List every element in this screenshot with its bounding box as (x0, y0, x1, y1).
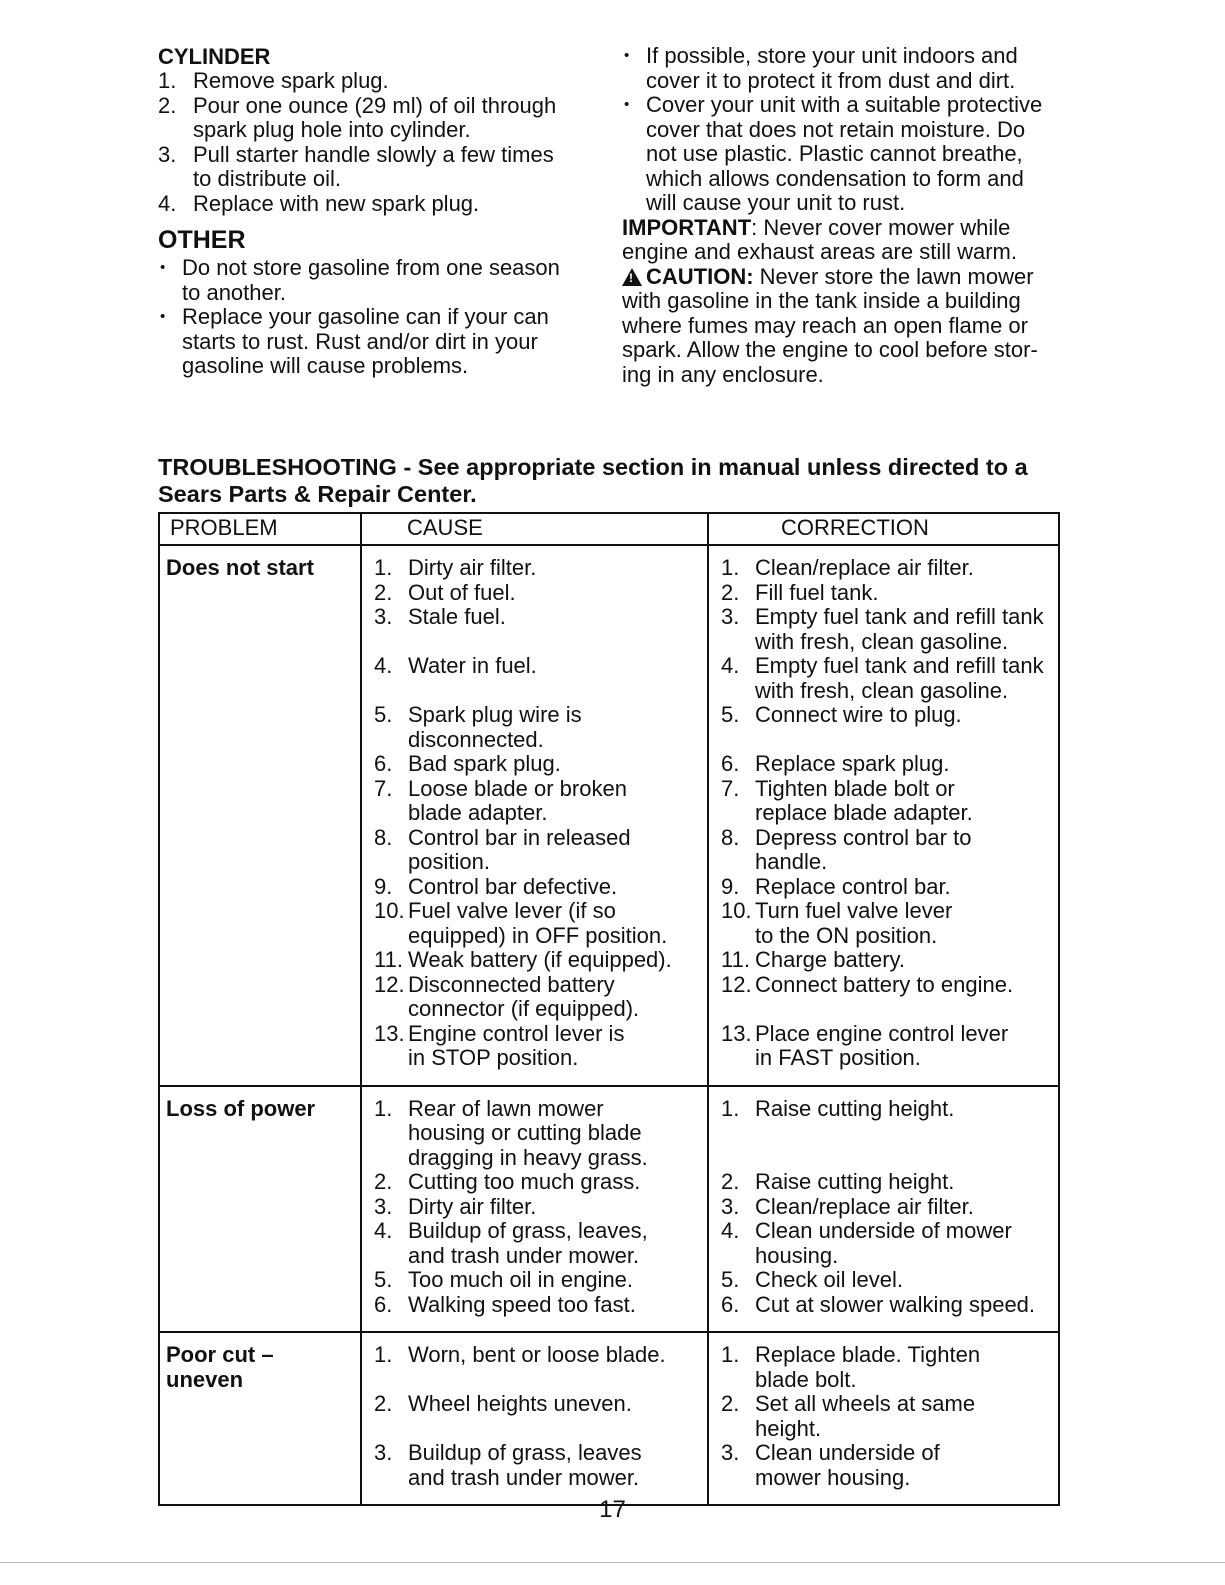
bullet-dot-icon (622, 191, 646, 216)
cause-text: Too much oil in engine. (408, 1267, 634, 1292)
cause-number: 4. (374, 653, 393, 678)
correction-text: Connect wire to plug. (755, 702, 962, 727)
cause-text: Loose blade or broken blade adapter. (408, 775, 627, 825)
step-text: spark plug hole into cylinder. (193, 117, 471, 142)
correction-text: Place engine control lever in FAST position. (755, 1020, 1009, 1070)
correction-number: 12. (721, 971, 752, 997)
bullet-dot-icon (622, 69, 646, 94)
correction-number: 2. (721, 579, 740, 605)
caution-text (622, 289, 1072, 387)
correction-item (721, 948, 1054, 973)
cause-text: Engine control lever is in STOP position. (408, 1020, 625, 1070)
cause-item (374, 1022, 703, 1071)
cause-text: Dirty air filter. (408, 1193, 537, 1219)
correction-item (721, 556, 1054, 581)
correction-item (721, 1441, 1054, 1490)
page-number: 17 (599, 1496, 626, 1523)
bullet-dot-icon (158, 354, 182, 379)
bullet-dot-icon (622, 118, 646, 143)
other-bullet (158, 330, 598, 355)
correction-item (721, 826, 1054, 875)
correction-number: 10. (721, 898, 752, 923)
bullet-dot-icon (622, 142, 646, 167)
storage-bullet (622, 167, 1072, 192)
cause-text: Out of fuel. (408, 579, 516, 605)
correction-text: Charge battery. (755, 947, 906, 972)
bullet-dot-icon (622, 167, 646, 192)
correction-text: Depress control bar to handle. (755, 824, 972, 874)
storage-bullet (622, 69, 1072, 94)
correction-number: 4. (721, 1218, 740, 1243)
troubleshooting-table (158, 512, 1060, 1506)
step-number: 1. (158, 68, 177, 93)
correction-item (721, 1097, 1054, 1171)
cylinder-step (158, 94, 598, 119)
caution-label: CAUTION: (646, 263, 754, 289)
cause-item (374, 1441, 703, 1490)
bullet-text: Do not store gasoline from one season (182, 255, 560, 280)
cause-item (374, 826, 703, 875)
troubleshooting-rows (159, 545, 1059, 1505)
correction-cell (708, 545, 1059, 1086)
table-row (159, 545, 1059, 1086)
cylinder-step (158, 143, 598, 168)
cylinder-step (158, 69, 598, 94)
cause-number: 6. (374, 1291, 393, 1317)
header-cause: CAUSE (361, 513, 708, 545)
cause-cell (361, 545, 708, 1086)
step-number (158, 167, 193, 192)
correction-number: 13. (721, 1020, 752, 1046)
problem-cell: Loss of power (159, 1086, 361, 1333)
cause-item (374, 948, 703, 973)
correction-text: Clean/replace air filter. (755, 555, 974, 580)
step-number: 3. (158, 141, 177, 167)
cause-text: Rear of lawn mower housing or cutting blade dragging in heavy grass. (408, 1095, 648, 1170)
bullet-text: cover it to protect it from dust and dirt. (646, 67, 1016, 93)
correction-number: 2. (721, 1391, 740, 1416)
cause-item (374, 654, 703, 703)
cause-text: Buildup of grass, leaves and trash under mower. (408, 1440, 642, 1490)
page-edge-divider (0, 1562, 1225, 1563)
correction-text: Tighten blade bolt or replace blade adapter. (755, 775, 973, 825)
correction-item (721, 875, 1054, 900)
storage-bullet (622, 191, 1072, 216)
correction-text: Clean/replace air filter. (755, 1193, 974, 1219)
correction-number: 6. (721, 1291, 740, 1317)
correction-number: 5. (721, 1267, 740, 1292)
cause-number: 2. (374, 579, 393, 605)
correction-text: Replace spark plug. (755, 751, 950, 776)
cause-item (374, 973, 703, 1022)
storage-bullet (622, 118, 1072, 143)
correction-number: 7. (721, 775, 740, 801)
correction-text: Replace control bar. (755, 873, 951, 899)
other-bullets (158, 256, 598, 379)
cylinder-heading: CYLINDER (158, 44, 271, 69)
cause-item (374, 1268, 703, 1293)
cause-number: 7. (374, 775, 393, 801)
cause-text: Wheel heights uneven. (408, 1391, 632, 1416)
caution-note (622, 265, 1072, 290)
cause-number: 2. (374, 1169, 393, 1194)
cause-item (374, 1170, 703, 1195)
storage-right-column (622, 44, 1072, 387)
cause-item (374, 1219, 703, 1268)
bullet-dot-icon: • (160, 308, 166, 325)
cause-text: Buildup of grass, leaves, and trash under mower. (408, 1218, 648, 1268)
other-bullet (158, 256, 598, 281)
cause-number: 1. (374, 1342, 393, 1367)
step-text: to distribute oil. (193, 166, 341, 191)
cause-item (374, 899, 703, 948)
cause-item (374, 1293, 703, 1318)
cause-text: Worn, bent or loose blade. (408, 1342, 666, 1367)
cylinder-step (158, 167, 598, 192)
cause-text: Control bar in released position. (408, 824, 631, 874)
storage-bullet (622, 142, 1072, 167)
bullet-text: to another. (182, 279, 286, 305)
caution-line: with gasoline in the tank inside a building (622, 288, 1021, 313)
important-note (622, 216, 1072, 241)
cause-item (374, 605, 703, 654)
cause-number: 1. (374, 1095, 393, 1121)
correction-item (721, 1195, 1054, 1220)
cause-number: 3. (374, 1440, 393, 1465)
bullet-text: Cover your unit with a suitable protective (646, 92, 1043, 117)
problem-cell: Does not start (159, 545, 361, 1086)
table-row (159, 1332, 1059, 1505)
correction-text: Empty fuel tank and refill tank with fresh, clean gasoline. (755, 604, 1044, 654)
correction-item (721, 581, 1054, 606)
cause-number: 8. (374, 824, 393, 850)
cause-text: Bad spark plug. (408, 751, 561, 776)
bullet-dot-icon (158, 281, 182, 306)
correction-item (721, 777, 1054, 826)
troubleshooting-title: TROUBLESHOOTING - See appropriate section in manual unless directed to a Sears Parts & Repair Center. (158, 454, 1028, 507)
cause-number: 11. (374, 947, 403, 972)
cause-text: Spark plug wire is disconnected. (408, 702, 582, 752)
storage-bullets (622, 44, 1072, 216)
bullet-text: not use plastic. Plastic cannot breathe, (646, 141, 1023, 166)
step-number: 2. (158, 92, 177, 118)
cylinder-step (158, 192, 598, 217)
correction-number: 3. (721, 1193, 740, 1219)
correction-item (721, 703, 1054, 752)
correction-number: 3. (721, 604, 740, 629)
correction-item (721, 1170, 1054, 1195)
cause-text: Dirty air filter. (408, 555, 537, 580)
cylinder-step (158, 118, 598, 143)
step-text: Remove spark plug. (193, 68, 389, 93)
other-bullet (158, 305, 598, 330)
cause-item (374, 1392, 703, 1441)
cause-number: 2. (374, 1391, 393, 1416)
bullet-text: gasoline will cause problems. (182, 353, 469, 378)
correction-text: Raise cutting height. (755, 1169, 955, 1194)
correction-number: 1. (721, 555, 740, 580)
header-problem: PROBLEM (159, 513, 361, 545)
storage-bullet (622, 93, 1072, 118)
correction-number: 6. (721, 751, 740, 776)
bullet-text: will cause your unit to rust. (646, 190, 906, 215)
storage-bullet (622, 44, 1072, 69)
cause-number: 4. (374, 1218, 393, 1243)
cause-cell (361, 1086, 708, 1333)
cause-item (374, 1343, 703, 1392)
bullet-text: starts to rust. Rust and/or dirt in your (182, 328, 538, 354)
header-correction: CORRECTION (708, 513, 1059, 545)
table-row (159, 1086, 1059, 1333)
bullet-dot-icon: • (624, 47, 630, 64)
caution-line: where fumes may reach an open flame or (622, 312, 1028, 338)
correction-text: Clean underside of mower housing. (755, 1440, 940, 1490)
cause-text: Weak battery (if equipped). (408, 947, 672, 972)
cause-item (374, 703, 703, 752)
correction-number: 5. (721, 702, 740, 727)
other-heading: OTHER (158, 226, 246, 254)
bullet-dot-icon: • (160, 259, 166, 276)
cause-cell (361, 1332, 708, 1505)
step-text: Replace with new spark plug. (193, 190, 480, 216)
correction-cell (708, 1086, 1059, 1333)
cause-text: Walking speed too fast. (408, 1291, 636, 1317)
cause-number: 6. (374, 751, 393, 776)
cylinder-steps (158, 69, 598, 216)
bullet-text: If possible, store your unit indoors and (646, 43, 1018, 68)
correction-item (721, 605, 1054, 654)
caution-text-1: Never store the lawn mower (753, 263, 1034, 289)
correction-item (721, 1219, 1054, 1268)
bullet-dot-icon: • (624, 96, 630, 113)
cause-item (374, 752, 703, 777)
bullet-dot-icon (158, 330, 182, 355)
step-text: Pour one ounce (29 ml) of oil through (193, 92, 557, 118)
correction-item (721, 752, 1054, 777)
correction-text: Set all wheels at same height. (755, 1391, 976, 1441)
cause-text: Cutting too much grass. (408, 1169, 641, 1194)
correction-number: 1. (721, 1342, 740, 1367)
problem-cell: Poor cut – uneven (159, 1332, 361, 1505)
other-bullet (158, 354, 598, 379)
correction-item (721, 973, 1054, 1022)
correction-item (721, 1392, 1054, 1441)
correction-number: 1. (721, 1095, 740, 1121)
correction-number: 9. (721, 873, 740, 899)
correction-text: Check oil level. (755, 1267, 903, 1292)
bullet-text: which allows condensation to form and (646, 165, 1024, 191)
cause-number: 12. (374, 971, 405, 997)
storage-left-column (158, 44, 598, 379)
correction-number: 8. (721, 824, 740, 850)
caution-line: ing in any enclosure. (622, 361, 824, 387)
cause-item (374, 777, 703, 826)
correction-item (721, 1022, 1054, 1071)
correction-item (721, 1293, 1054, 1318)
correction-text: Replace blade. Tighten blade bolt. (755, 1342, 981, 1392)
correction-cell (708, 1332, 1059, 1505)
cause-number: 10. (374, 898, 405, 923)
warning-triangle-icon (622, 268, 642, 286)
correction-text: Clean underside of mower housing. (755, 1218, 1012, 1268)
step-text: Pull starter handle slowly a few times (193, 141, 554, 167)
correction-text: Raise cutting height. (755, 1095, 955, 1121)
important-label: IMPORTANT (622, 214, 752, 240)
caution-line: spark. Allow the engine to cool before stor- (622, 337, 1038, 362)
cause-text: Water in fuel. (408, 653, 537, 678)
correction-item (721, 654, 1054, 703)
correction-text: Turn fuel valve lever to the ON position. (755, 898, 953, 948)
important-text-2: engine and exhaust areas are still warm. (622, 239, 1017, 264)
cause-item (374, 556, 703, 581)
cause-item (374, 1195, 703, 1220)
correction-number: 2. (721, 1169, 740, 1194)
cause-item (374, 581, 703, 606)
cause-number: 13. (374, 1020, 405, 1046)
bullet-text: Replace your gasoline can if your can (182, 304, 549, 329)
cause-item (374, 1097, 703, 1171)
cause-text: Disconnected battery connector (if equipped). (408, 971, 640, 1021)
cause-number: 3. (374, 604, 393, 629)
correction-item (721, 1268, 1054, 1293)
correction-number: 4. (721, 653, 740, 678)
correction-item (721, 899, 1054, 948)
important-text-1: : Never cover mower while (751, 214, 1011, 240)
correction-number: 11. (721, 947, 750, 972)
cause-text: Fuel valve lever (if so equipped) in OFF position. (408, 898, 668, 948)
correction-item (721, 1343, 1054, 1392)
bullet-text: cover that does not retain moisture. Do (646, 116, 1026, 142)
correction-text: Empty fuel tank and refill tank with fresh, clean gasoline. (755, 653, 1044, 703)
cause-number: 5. (374, 1267, 393, 1292)
cause-number: 5. (374, 702, 393, 727)
correction-text: Cut at slower walking speed. (755, 1291, 1036, 1317)
cause-number: 3. (374, 1193, 393, 1219)
cause-number: 9. (374, 873, 393, 899)
cause-text: Control bar defective. (408, 873, 618, 899)
step-number (158, 118, 193, 143)
cause-text: Stale fuel. (408, 604, 506, 629)
other-bullet (158, 281, 598, 306)
cause-item (374, 875, 703, 900)
correction-number: 3. (721, 1440, 740, 1465)
step-number: 4. (158, 190, 177, 216)
correction-text: Connect battery to engine. (755, 971, 1014, 997)
cause-number: 1. (374, 555, 393, 580)
correction-text: Fill fuel tank. (755, 579, 879, 605)
